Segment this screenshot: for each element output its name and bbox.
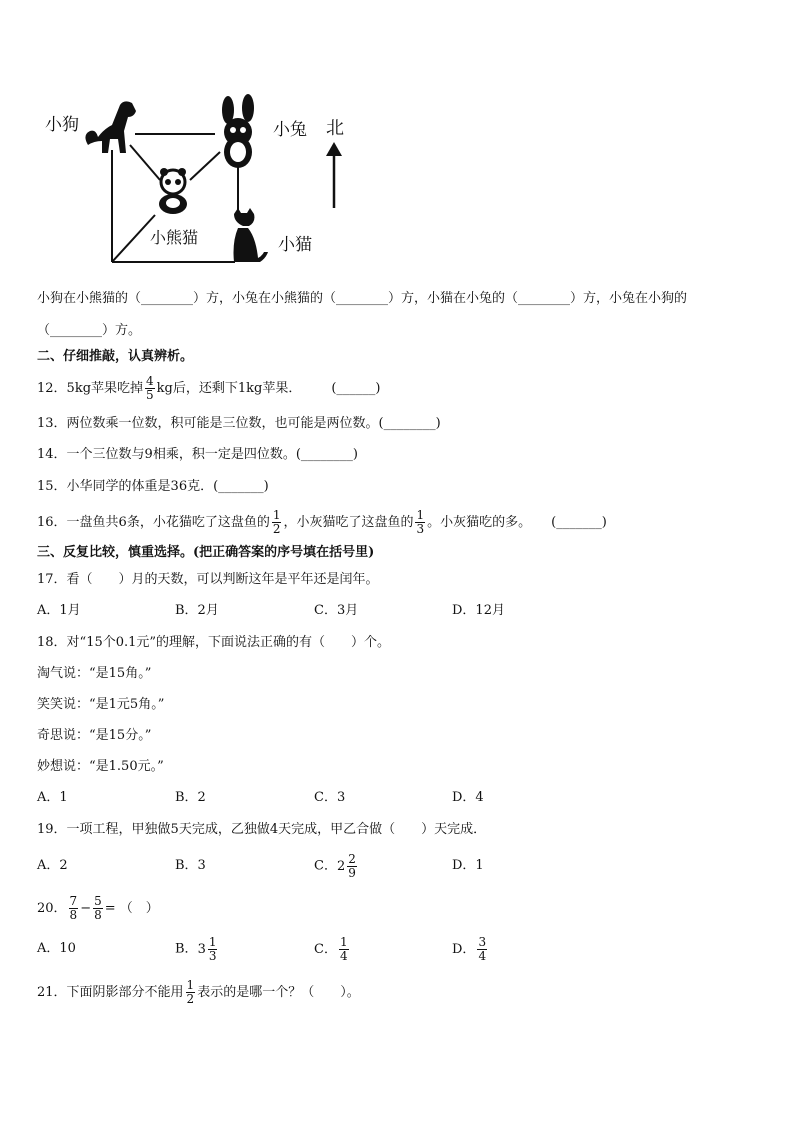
q12-blank[interactable]: (______)	[331, 381, 381, 396]
q20-fraction-2: $\frac{5}{8}$	[94, 894, 102, 922]
cat-icon	[234, 208, 269, 262]
question-13: 13．两位数乘一位数，积可能是三位数，也可能是两位数。(________)	[37, 416, 441, 431]
panda-icon	[159, 168, 187, 214]
q18-option-d[interactable]: D．4	[452, 790, 484, 805]
question-18: 18．对“15个0.1元”的理解，下面说法正确的有（ ）个。	[37, 635, 391, 650]
q20-option-a[interactable]: A．10	[37, 941, 76, 956]
question-17: 17．看（ ）月的天数，可以判断这年是平年还是闰年。	[37, 572, 379, 587]
q21-fraction: $\frac{1}{2}$	[186, 978, 195, 1006]
question-21: 21．下面阴影部分不能用 $\frac{1}{2}$ 表示的是哪一个？（ ）。	[37, 978, 360, 1006]
q20-option-d-fraction: $\frac{3}{4}$	[478, 935, 487, 963]
rabbit-label: 小兔	[273, 120, 307, 140]
question-14: 14．一个三位数与9相乘，积一定是四位数。(________)	[37, 447, 358, 462]
section-3-title: 三、反复比较，慎重选择。(把正确答案的序号填在括号里)	[37, 545, 375, 560]
q19-option-d[interactable]: D．1	[452, 858, 484, 873]
q16-fraction-2: $\frac{1}{3}$	[416, 508, 425, 536]
question-16	[37, 509, 607, 535]
question-19: 19．一项工程，甲独做5天完成，乙独做4天完成，甲乙合做（ ）天完成．	[37, 822, 487, 837]
section-2-title: 二、仔细推敲，认真辨析。	[37, 349, 194, 364]
q16-part3: 。小灰猫吃的多。	[427, 515, 532, 530]
q16-part1: 16．一盘鱼共6条，小花猫吃了这盘鱼的	[37, 515, 270, 530]
q18-option-a[interactable]: A．1	[37, 790, 68, 805]
q16-blank[interactable]: (_______)	[551, 515, 607, 530]
q17-option-b[interactable]: B．2月	[175, 603, 219, 618]
q20-fraction-1: $\frac{7}{8}$	[69, 894, 78, 922]
q20-option-b[interactable]: B． 3 $\frac{1}{3}$	[175, 935, 217, 963]
question-15: 15．小华同学的体重是36克．(_______)	[37, 479, 269, 494]
q18-statement-4: 妙想说：“是1.50元。”	[37, 759, 164, 774]
rabbit-icon	[222, 94, 254, 168]
q19-option-c-fraction: $\frac{2}{9}$	[348, 852, 356, 880]
q20-option-c[interactable]: C． $\frac{1}{4}$	[314, 935, 348, 963]
q20-option-c-fraction: $\frac{1}{4}$	[339, 935, 348, 963]
q11-line2: （________）方。	[37, 323, 142, 338]
question-12	[37, 375, 380, 401]
q17-option-a[interactable]: A．1月	[37, 603, 81, 618]
q18-option-c[interactable]: C．3	[314, 790, 346, 805]
q19-option-c[interactable]: C． 2 $\frac{2}{9}$	[314, 852, 356, 880]
q16-fraction-1: $\frac{1}{2}$	[272, 508, 281, 536]
north-label: 北	[326, 118, 344, 139]
q19-option-b[interactable]: B．3	[175, 858, 206, 873]
q17-option-d[interactable]: D．12月	[452, 603, 505, 618]
q16-part2: ，小灰猫吃了这盘鱼的	[283, 515, 414, 530]
north-arrow-icon	[326, 142, 342, 208]
q20-option-d[interactable]: D． $\frac{3}{4}$	[452, 935, 487, 963]
dog-icon	[85, 101, 136, 153]
q18-option-b[interactable]: B．2	[175, 790, 206, 805]
direction-map-diagram	[40, 90, 370, 275]
dog-label: 小狗	[45, 115, 79, 135]
cat-label: 小猫	[278, 235, 312, 255]
q17-option-c[interactable]: C．3月	[314, 603, 359, 618]
q18-statement-1: 淘气说：“是15角。”	[37, 666, 152, 681]
q12-text-after: kg后，还剩下1kg苹果．	[156, 381, 302, 396]
q19-option-a[interactable]: A．2	[37, 858, 68, 873]
q20-option-b-fraction: $\frac{1}{3}$	[208, 935, 217, 963]
q12-fraction: $\frac{4}{5}$	[146, 374, 154, 402]
q11-line1: 小狗在小熊猫的（________）方，小兔在小熊猫的（________）方，小猫在小兔的（________）方，小兔在小狗的	[37, 291, 688, 306]
q18-statement-2: 笑笑说：“是1元5角。”	[37, 697, 165, 712]
q12-text-before: 12．5kg苹果吃掉	[37, 381, 144, 396]
question-20: 20． $\frac{7}{8}$ − $\frac{5}{8}$ = （ ）	[37, 894, 159, 922]
panda-label: 小熊猫	[150, 228, 199, 247]
q18-statement-3: 奇思说：“是15分。”	[37, 728, 152, 743]
